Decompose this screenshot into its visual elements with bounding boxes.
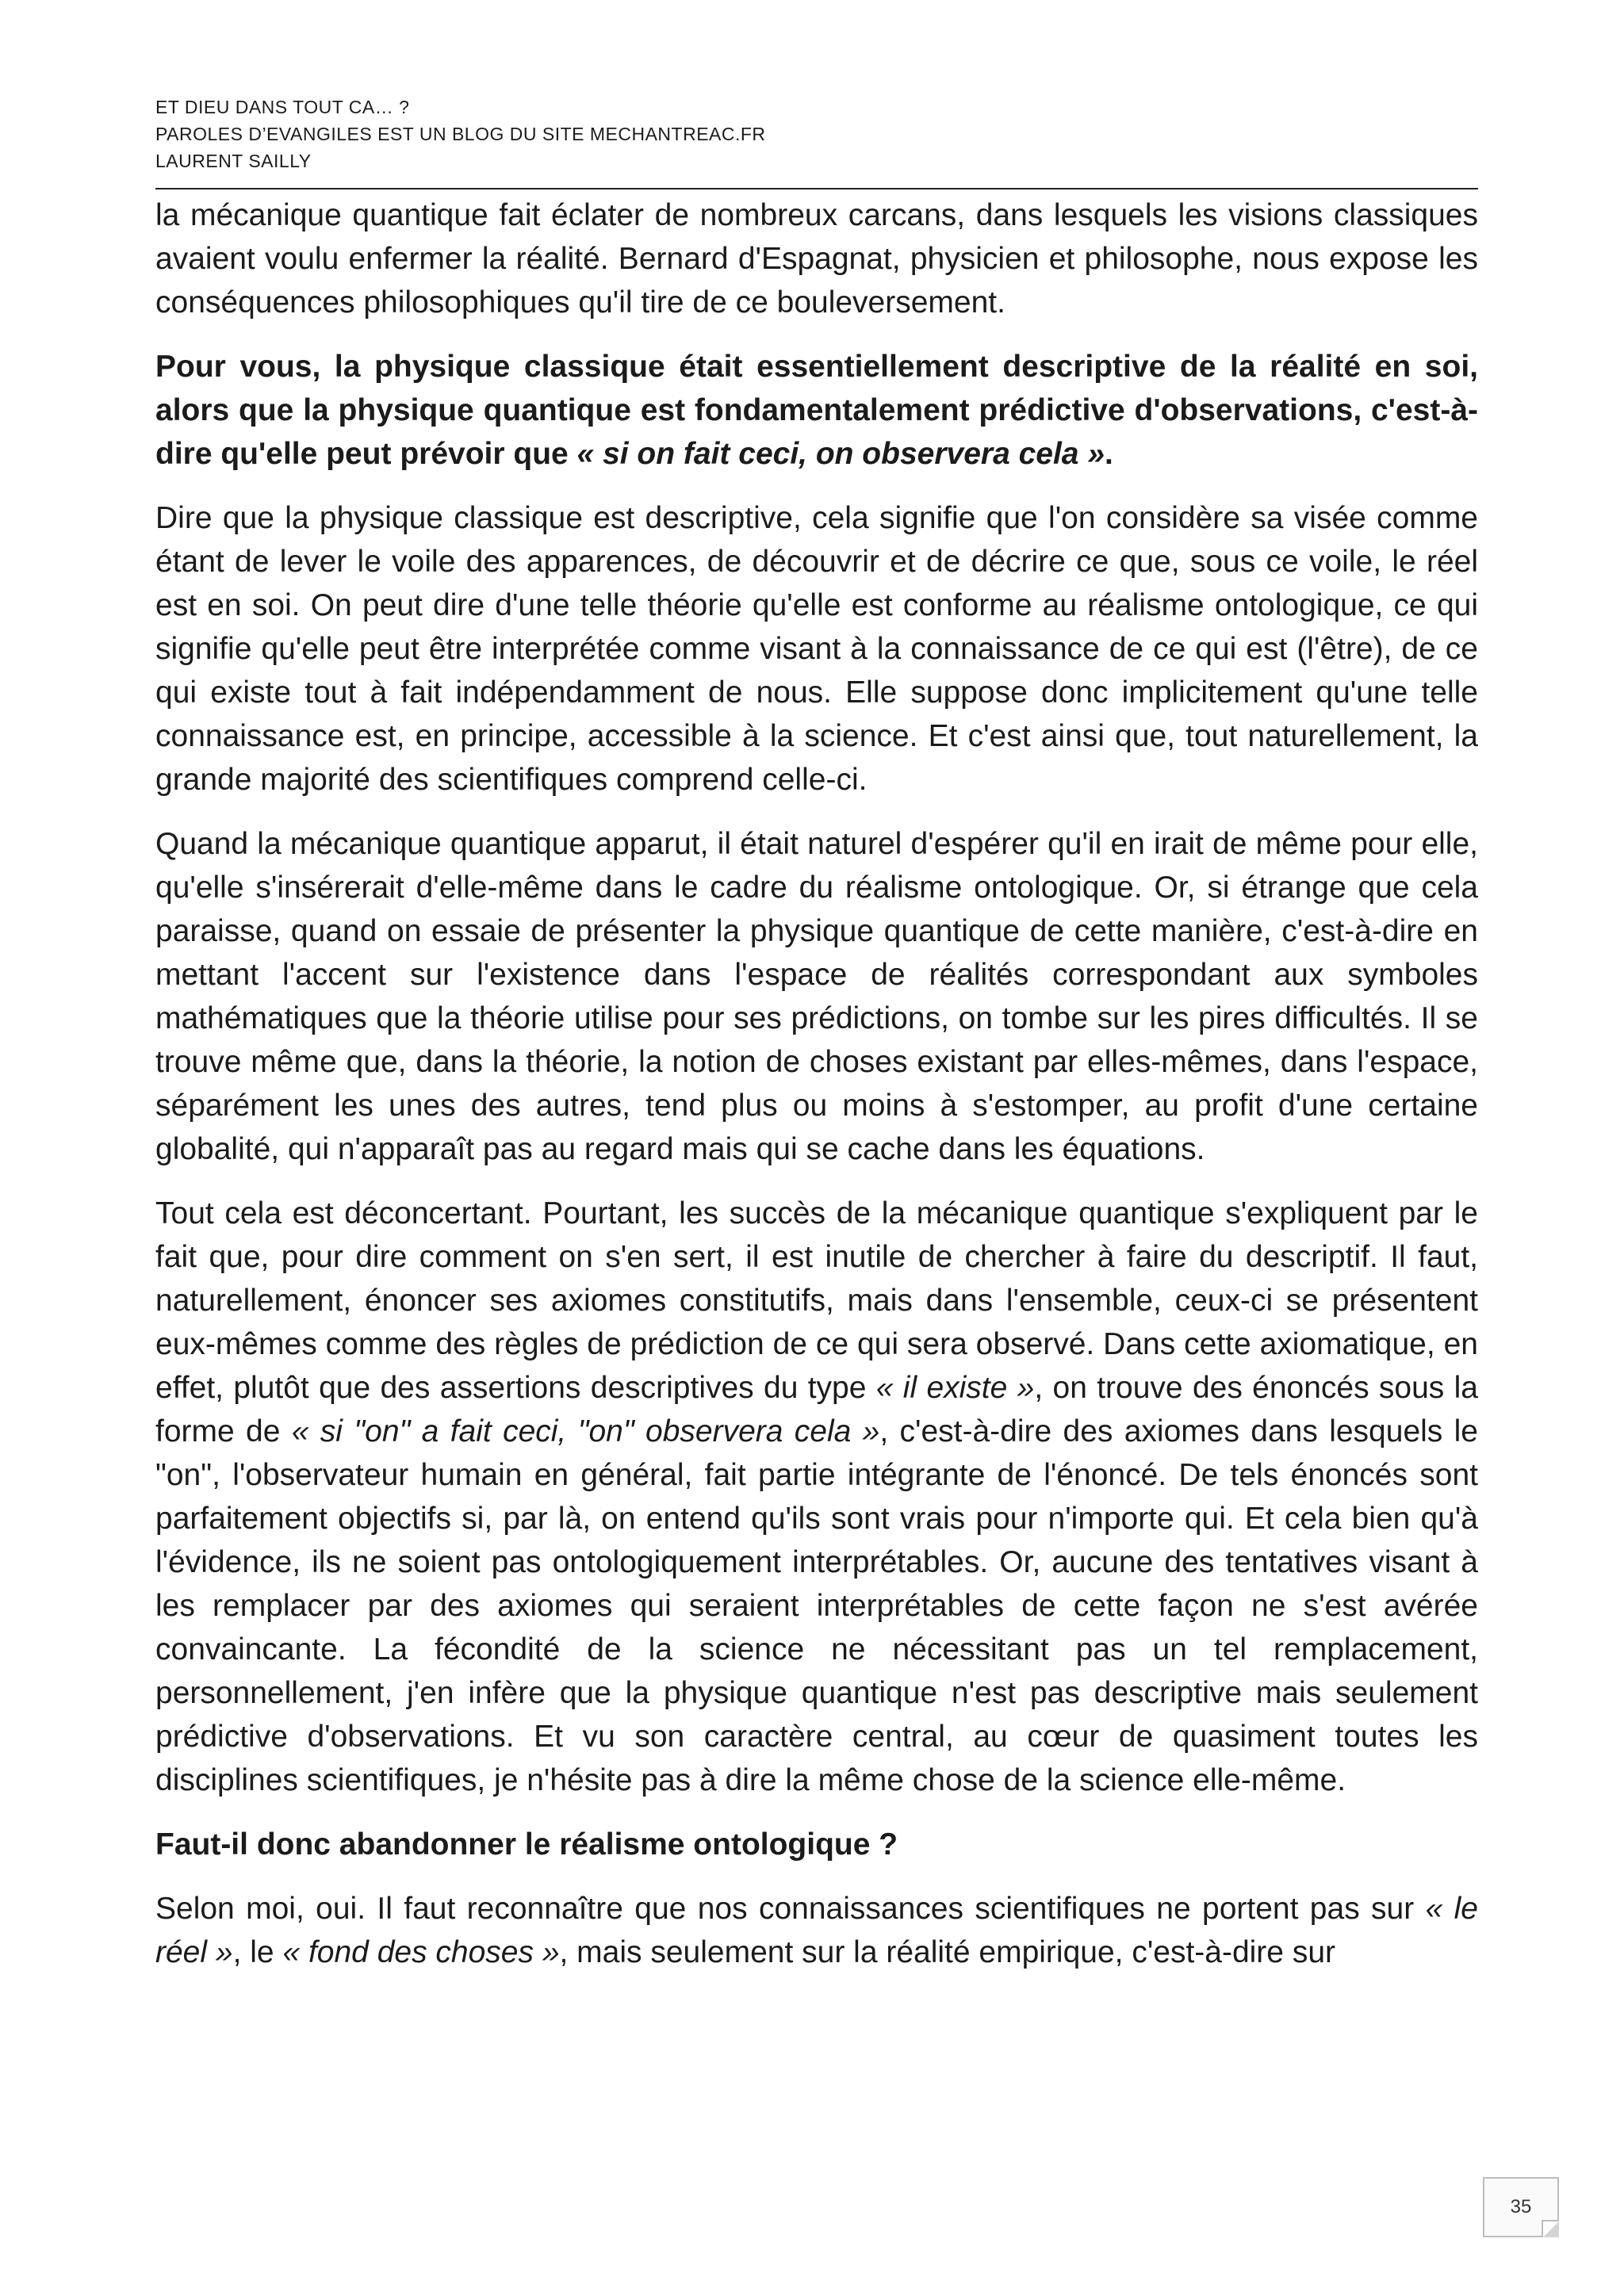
paragraph-5-text-c: , mais seulement sur la réalité empirique, c'est-à-dire sur (559, 1935, 1336, 1969)
paragraph-4-text-b: , on trouve des énoncés sous la forme de (155, 1371, 1478, 1448)
header-divider (155, 188, 1478, 189)
question-1 (155, 345, 1478, 476)
question-1-quote: « si on fait ceci, on observera cela » (576, 437, 1105, 471)
paragraph-5-text-b: , le (232, 1935, 283, 1969)
header-title: ET DIEU DANS TOUT CA… ? (155, 97, 410, 117)
question-1-end: . (1105, 437, 1113, 471)
question-1-text: Pour vous, la physique classique était essentiellement descriptive de la réalité en soi, alors que la physique quantique est fondamentalement prédictive d'observations, c'est-à-dire qu'elle peut prévoir que (155, 350, 1478, 471)
page-curl-icon (1542, 2220, 1559, 2237)
running-header (155, 94, 1475, 174)
page-number: 35 (1483, 2177, 1559, 2237)
document-body (155, 193, 1478, 1995)
paragraph-intro: la mécanique quantique fait éclater de nombreux carcans, dans lesquels les visions classiques avaient voulu enfermer la réalité. Bernard d'Espagnat, physicien et philosophe, nous expose les conséquences philosophiques qu'il tire de ce bouleversement. (155, 198, 1478, 320)
paragraph-5-quote-a: « le réel » (155, 1892, 1478, 1969)
header-subtitle: PAROLES D’EVANGILES EST UN BLOG DU SITE MECHANTREAC.FR (155, 124, 766, 144)
paragraph-4-text-c: , c'est-à-dire des axiomes dans lesquels le "on", l'observateur humain en général, fait partie intégrante de l'énoncé. De tels énoncés sont parfaitement objectifs si, par là, on entend qu'ils sont vrais pour n'importe qui. Et cela bien qu'à l'évidence, ils ne soient pas ontologiquement interprétables. Or, aucune des tentatives visant à les remplacer par des axiomes qui seraient interprétables de cette façon ne s'est avérée convaincante. La fécondité de la science ne nécessitant pas un tel remplacement, personnellement, j'en infère que la physique quantique n'est pas descriptive mais seulement prédictive d'observations. Et vu son caractère central, au cœur de quasiment toutes les disciplines scientifiques, je n'hésite pas à dire la même chose de la science elle-même. (155, 1414, 1478, 1797)
paragraph-5-quote-b: « fond des choses » (282, 1935, 560, 1969)
paragraph-2: Dire que la physique classique est descriptive, cela signifie que l'on considère sa visée comme étant de lever le voile des apparences, de découvrir et de décrire ce que, sous ce voile, le réel est en soi. On peut dire d'une telle théorie qu'elle est conforme au réalisme ontologique, ce qui signifie qu'elle peut être interprétée comme visant à la connaissance de ce qui est (l'être), de ce qui existe tout à fait indépendamment de nous. Elle suppose donc implicitement qu'une telle connaissance est, en principe, accessible à la science. Et c'est ainsi que, tout naturellement, la grande majorité des scientifiques comprend celle-ci. (155, 501, 1478, 797)
question-2: Faut-il donc abandonner le réalisme ontologique ? (155, 1827, 898, 1862)
paragraph-4-quote-a: « il existe » (875, 1371, 1035, 1405)
paragraph-4-quote-b: « si "on" a fait ceci, "on" observera cela » (291, 1414, 880, 1448)
paragraph-5 (155, 1887, 1478, 1974)
paragraph-4 (155, 1192, 1478, 1802)
paragraph-4-text-a: Tout cela est déconcertant. Pourtant, les succès de la mécanique quantique s'expliquent par le fait que, pour dire comment on s'en sert, il est inutile de chercher à faire du descriptif. Il faut, naturellement, énoncer ses axiomes constitutifs, mais dans l'ensemble, ceux-ci se présentent eux-mêmes comme des règles de prédiction de ce qui sera observé. Dans cette axiomatique, en effet, plutôt que des assertions descriptives du type (155, 1196, 1478, 1405)
paragraph-3: Quand la mécanique quantique apparut, il était naturel d'espérer qu'il en irait de même pour elle, qu'elle s'insérerait d'elle-même dans le cadre du réalisme ontologique. Or, si étrange que cela paraisse, quand on essaie de présenter la physique quantique de cette manière, c'est-à-dire en mettant l'accent sur l'existence dans l'espace de réalités correspondant aux symboles mathématiques que la théorie utilise pour ses prédictions, on tombe sur les pires difficultés. Il se trouve même que, dans la théorie, la notion de choses existant par elles-mêmes, dans l'espace, séparément les unes des autres, tend plus ou moins à s'estomper, au profit d'une certaine globalité, qui n'apparaît pas au regard mais qui se cache dans les équations. (155, 827, 1478, 1166)
paragraph-5-text-a: Selon moi, oui. Il faut reconnaître que nos connaissances scientifiques ne portent pas sur (155, 1892, 1426, 1926)
header-author: LAURENT SAILLY (155, 151, 312, 171)
